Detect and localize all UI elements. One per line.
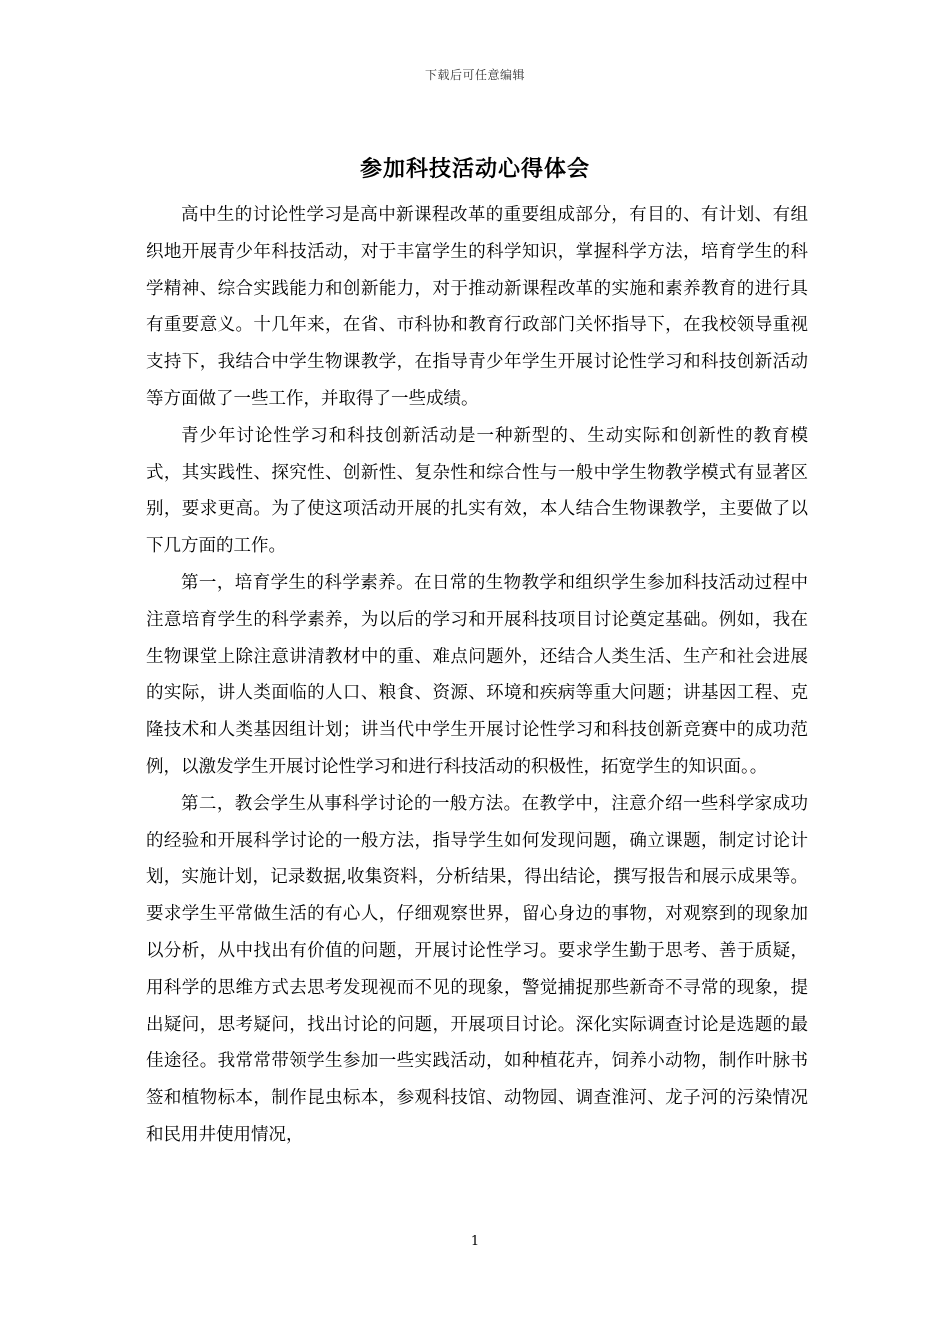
header-note: 下载后可任意编辑 [424, 68, 525, 82]
paragraph-1: 高中生的讨论性学习是高中新课程改革的重要组成部分，有目的、有计划、有组织地开展青少年科技活动，对于丰富学生的科学知识，掌握科学方法，培育学生的科学精神、综合实践能力和创新能力，对于推动新课程改革的实施和素养教育的进行具有重要意义。十几年来，在省、市科协和教育行政部门关怀指导下，在我校领导重视支持下，我结合中学生物课教学，在指导青少年学生开展讨论性学习和科技创新活动等方面做了一些工作，并取得了一些成绩。 [146, 205, 808, 409]
document-body [146, 197, 808, 1154]
page-number: 1 [470, 1234, 480, 1249]
paragraph-4: 第二，教会学生从事科学讨论的一般方法。在教学中，注意介绍一些科学家成功的经验和开展科学讨论的一般方法，指导学生如何发现问题，确立课题，制定讨论计划，实施计划，记录数据,收集资料，分析结果，得出结论，撰写报告和展示成果等。要求学生平常做生活的有心人，仔细观察世界，留心身边的事物，对观察到的现象加以分析，从中找出有价值的问题，开展讨论性学习。要求学生勤于思考、善于质疑，用科学的思维方式去思考发现视而不见的现象，警觉捕捉那些新奇不寻常的现象，提出疑问，思考疑问，找出讨论的问题，开展项目讨论。深化实际调查讨论是选题的最佳途径。我常常带领学生参加一些实践活动，如种植花卉，饲养小动物，制作叶脉书签和植物标本，制作昆虫标本，参观科技馆、动物园、调查淮河、龙子河的污染情况和民用井使用情况， [146, 793, 808, 1145]
paragraph-2: 青少年讨论性学习和科技创新活动是一种新型的、生动实际和创新性的教育模式，其实践性、探究性、创新性、复杂性和综合性与一般中学生物教学模式有显著区别，要求更高。为了使这项活动开展的扎实有效，本人结合生物课教学，主要做了以下几方面的工作。 [146, 425, 808, 557]
paragraph-3: 第一，培育学生的科学素养。在日常的生物教学和组织学生参加科技活动过程中注意培育学生的科学素养，为以后的学习和开展科技项目讨论奠定基础。例如，我在生物课堂上除注意讲清教材中的重、难点问题外，还结合人类生活、生产和社会进展的实际，讲人类面临的人口、粮食、资源、环境和疾病等重大问题；讲基因工程、克隆技术和人类基因组计划；讲当代中学生开展讨论性学习和科技创新竞赛中的成功范例，以激发学生开展讨论性学习和进行科技活动的积极性，拓宽学生的知识面。。 [146, 572, 808, 777]
document-title: 参加科技活动心得体会 [359, 156, 590, 182]
